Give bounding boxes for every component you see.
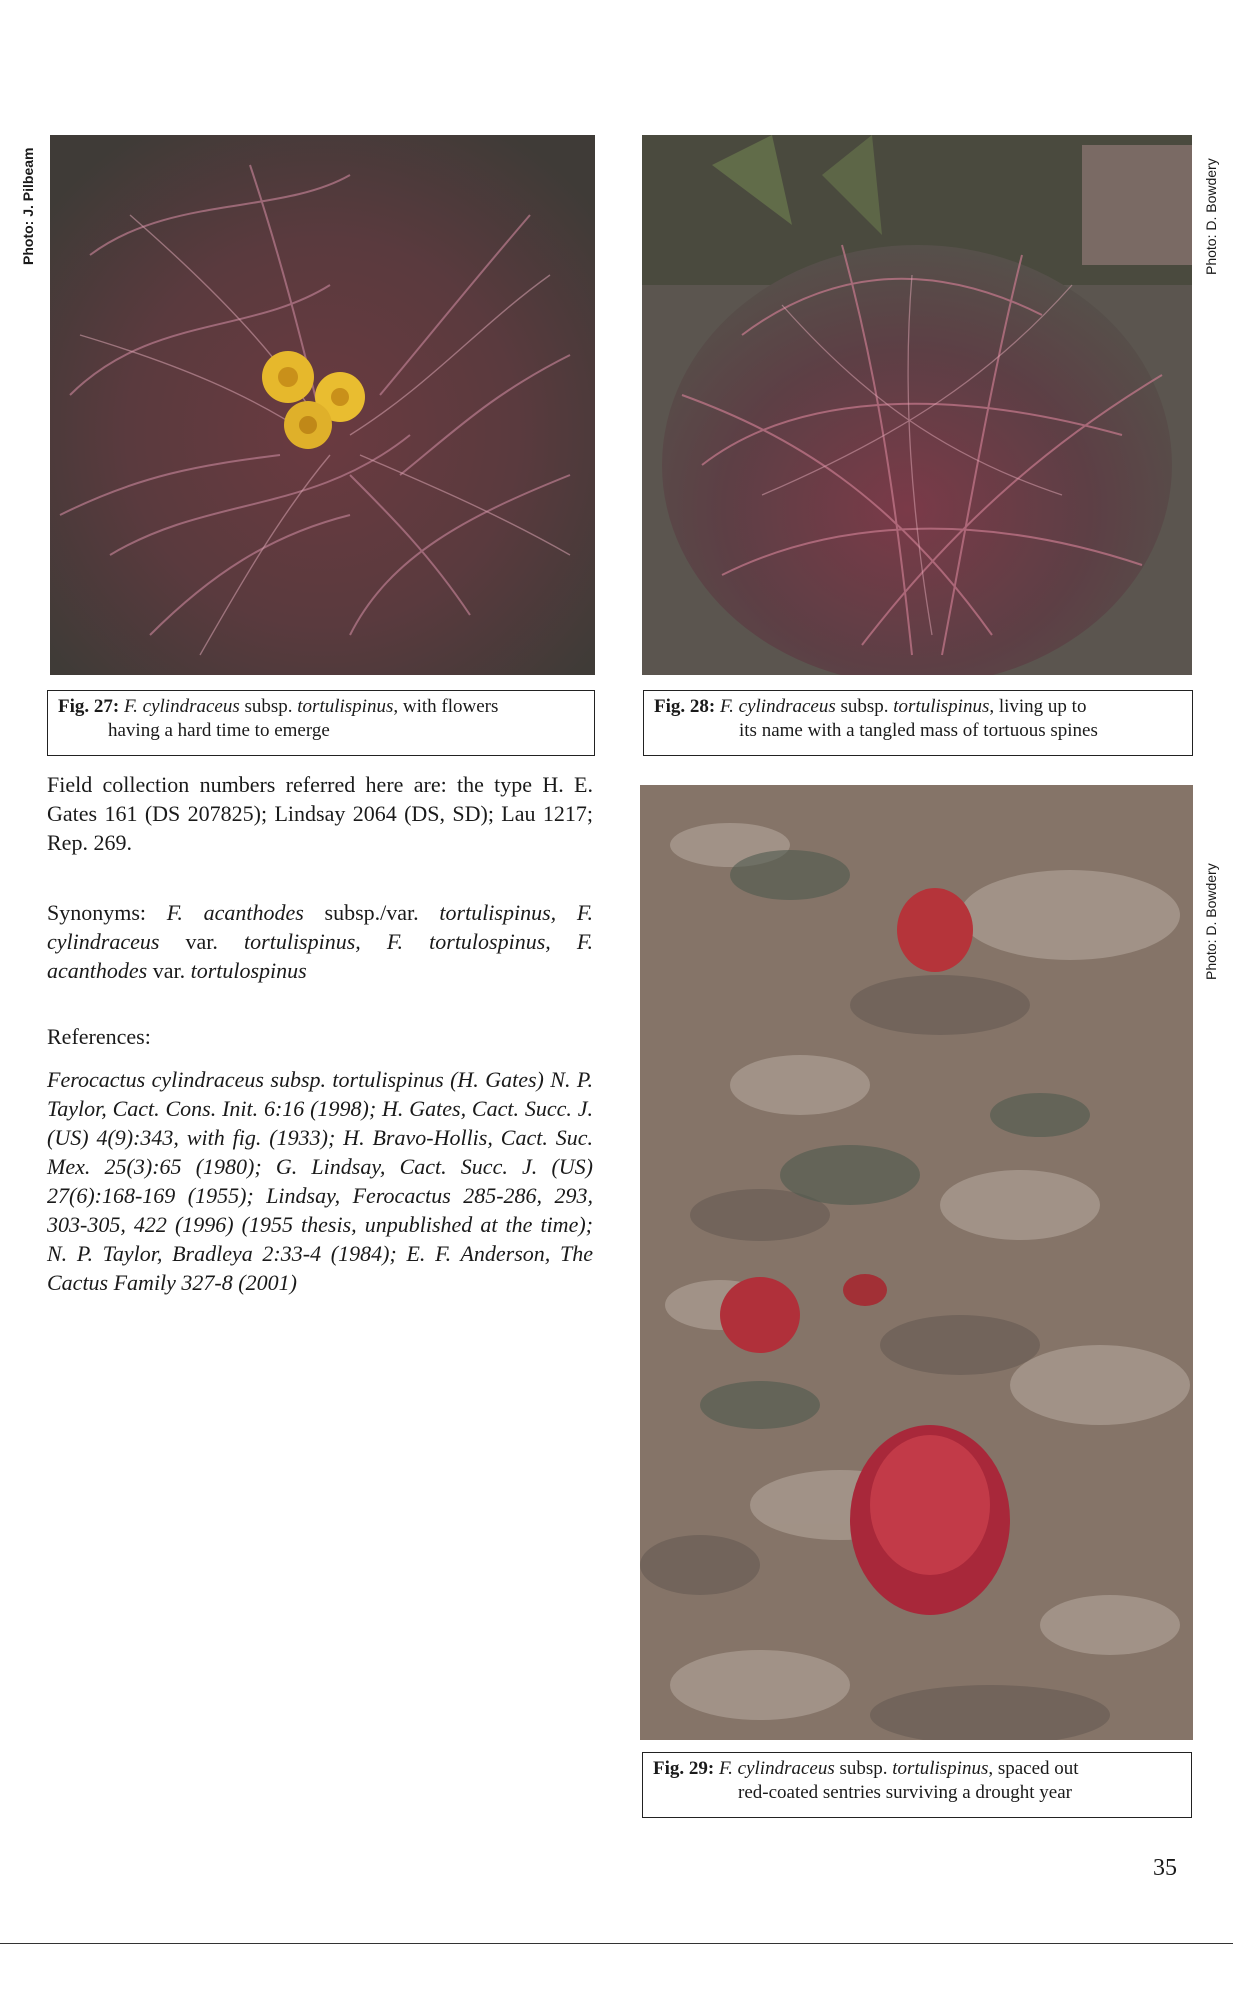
caption-fig28-genus: F. [719,696,734,717]
caption-fig27-line2: having a hard time to emerge [108,720,330,741]
caption-fig29-genus: F. [718,1758,733,1779]
caption-fig27-subsp: subsp. [244,696,293,717]
caption-fig27-subsp-name: tortulispinus [297,696,394,717]
caption-fig29-label: Fig. 29: [653,1758,715,1779]
caption-fig27-line1-rest: , with flowers [393,696,499,717]
field-collection-paragraph: Field collection numbers referred here are: the type H. E. Gates 161 (DS 207825); Lindsay 2064 (DS, SD); Lau 1217; Rep. 269. [47,772,593,855]
caption-fig27 [47,690,595,756]
footer-rule [0,1943,1233,1944]
caption-fig28-line2: its name with a tangled mass of tortuous spines [739,720,1098,741]
caption-fig29 [642,1752,1192,1818]
caption-fig29-species: cylindraceus [737,1758,835,1779]
caption-fig29-line2: red-coated sentries surviving a drought year [738,1782,1072,1803]
caption-fig27-label: Fig. 27: [58,696,120,717]
caption-fig28-line1-rest: , living up to [989,696,1087,717]
caption-fig28-species: cylindraceus [738,696,836,717]
photo-fig29-rocky-slope [640,785,1193,1740]
references-list: Ferocactus cylindraceus subsp. tortulispinus (H. Gates) N. P. Taylor, Cact. Cons. Init. 6:16 (1998); H. Gates, Cact. Succ. J. (US) 4(9):343, with fig. (1933); H. Bravo-Hollis, Cact. Suc. Mex. 25(3):65 (1980); G. Lindsay, Cact. Succ. J. (US) 27(6):168-169 (1955); Lindsay, Ferocactus 285-286, 293, 303-305, 422 (1996) (1955 thesis, unpublished at the time); N. P. Taylor, Bradleya 2:33-4 (1984); E. F. Anderson, The Cactus Family 327-8 (2001) [47,1067,593,1295]
caption-fig28-subsp: subsp. [840,696,889,717]
caption-fig27-genus: F. [123,696,138,717]
synonym-7: tortulospinus [190,958,307,983]
photo-credit-fig28: Photo: D. Bowdery [1203,158,1219,275]
page-number: 35 [1153,1855,1177,1881]
photo-credit-fig29: Photo: D. Bowdery [1203,863,1219,980]
caption-fig27-species: cylindraceus [142,696,240,717]
caption-fig28 [643,690,1193,756]
photo-fig27-cactus-flowers [50,135,595,675]
photo-credit-fig27: Photo: J. Pilbeam [20,147,36,265]
caption-fig29-line1-rest: , spaced out [988,1758,1079,1779]
synonym-3: tortulispinus, F. cylindraceus [47,900,593,954]
synonym-4: var. [185,929,218,954]
synonym-6: var. [152,958,186,983]
photo-fig28-cactus-spines [642,135,1192,675]
synonyms-paragraph [47,898,593,985]
caption-fig29-subsp-name: tortulispinus [892,1758,989,1779]
caption-fig28-label: Fig. 28: [654,696,716,717]
synonym-2: subsp./var. [324,900,419,925]
references-heading: References: [47,1024,151,1049]
caption-fig28-subsp-name: tortulispinus [893,696,990,717]
caption-fig29-subsp: subsp. [839,1758,888,1779]
synonym-5: tortulispinus, F. tortulospinus, F. acanthodes [47,929,593,983]
synonym-1: F. acanthodes [166,900,304,925]
synonyms-label: Synonyms: [47,900,147,925]
